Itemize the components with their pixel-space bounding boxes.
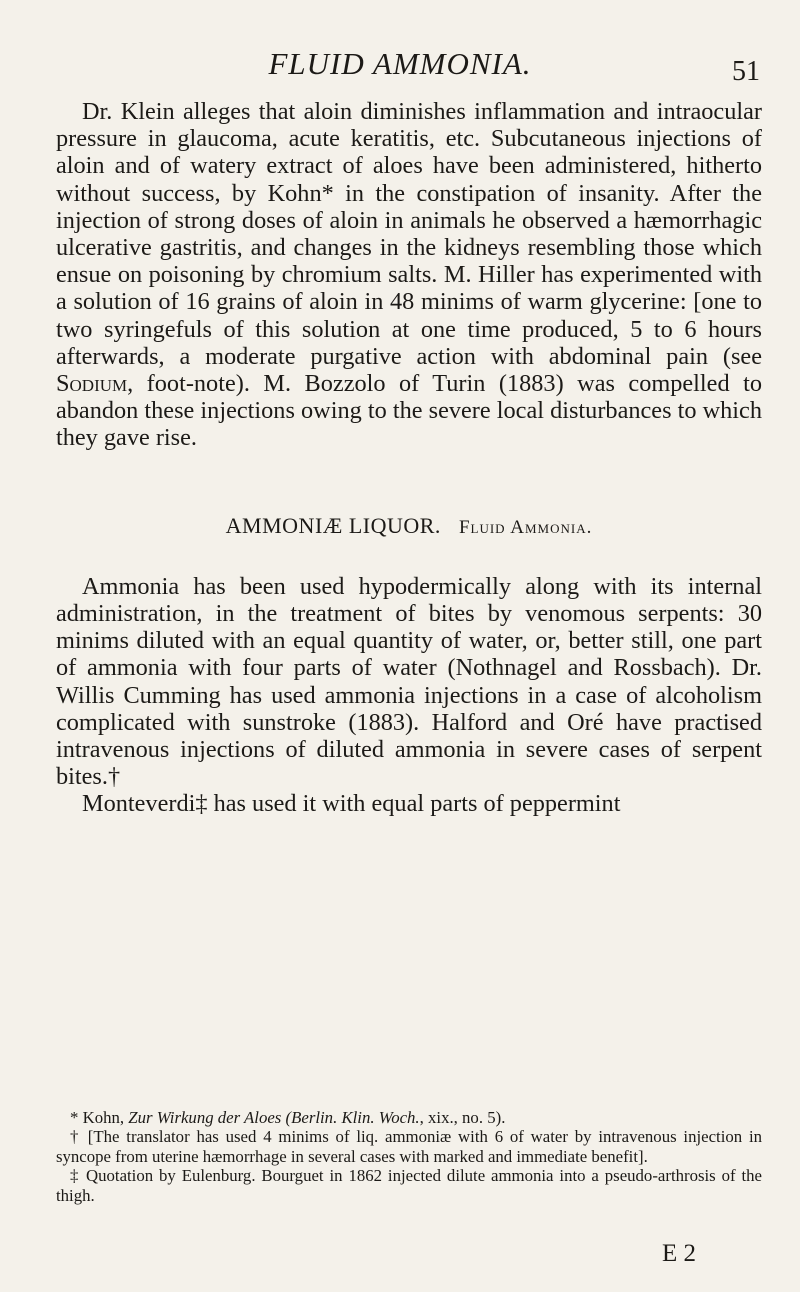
body-text <box>56 98 762 818</box>
section-title: AMMONIÆ LIQUOR. <box>225 512 441 538</box>
paragraph-aloin-part1: Dr. Klein alleges that aloin diminishes inflammation and intraocular pressure in glaucoma, acute keratitis, etc. Subcutaneous injections of aloin and of watery extract of aloes have been administered, hitherto without success, by Kohn* in the constipation of insanity. After the injection of strong doses of aloin in animals he observed a hæmorrhagic ulcerative gastritis, and changes in the kidneys resembling those which ensue on poisoning by chromium salts. M. Hiller has experimented with a solution of 16 grains of aloin in 48 minims of warm glycerine: [one to two syringefuls of this solution at one time produced, 5 to 6 hours afterwards, a moderate purgative action with abdominal pain (see <box>56 98 762 370</box>
paragraph-ammonia: Ammonia has been used hypodermically along with its internal administration, in the treatment of bites by venomous serpents: 30 minims diluted with an equal quantity of water, or, better still, one part of ammonia with four parts of water (Nothnagel and Rossbach). Dr. Willis Cumming has used ammonia injections in a case of alcoholism complicated with sunstroke (1883). Halford and Oré have practised intravenous injections of diluted ammonia in severe cases of serpent bites.† <box>56 572 762 791</box>
sodium-reference: Sodium <box>56 370 128 398</box>
paragraph-aloin <box>56 98 762 452</box>
footnote-translator: † [The translator has used 4 minims of liq. ammoniæ with 6 of water by intravenous injection in syncope from uterine hæmorrhage in several cases with marked and immediate benefit]. <box>56 1127 762 1166</box>
footnote-kohn-a: * Kohn, <box>70 1108 129 1127</box>
page-number: 51 <box>732 56 760 87</box>
footnote-kohn-b: , xix., no. 5). <box>419 1108 506 1127</box>
paragraph-monteverdi: Monteverdi‡ has used it with equal parts of peppermint <box>82 790 621 818</box>
running-title: FLUID AMMONIA. <box>268 46 532 81</box>
footnote-kohn <box>56 1108 762 1127</box>
paragraph-aloin-part2: , foot-note). M. Bozzolo of Turin (1883) was compelled to abandon these injections owing to the severe local disturbances to which they gave rise. <box>56 370 762 452</box>
footnotes <box>56 1108 762 1205</box>
section-subtitle: Fluid Ammonia. <box>458 516 593 538</box>
footnote-kohn-title: Zur Wirkung der Aloes (Berlin. Klin. Woch. <box>128 1108 420 1127</box>
signature-mark: E 2 <box>661 1240 696 1267</box>
footnote-quotation: ‡ Quotation by Eulenburg. Bourguet in 1862 injected dilute ammonia into a pseudo-arthrosis of the thigh. <box>56 1166 762 1205</box>
section-heading <box>56 512 762 541</box>
